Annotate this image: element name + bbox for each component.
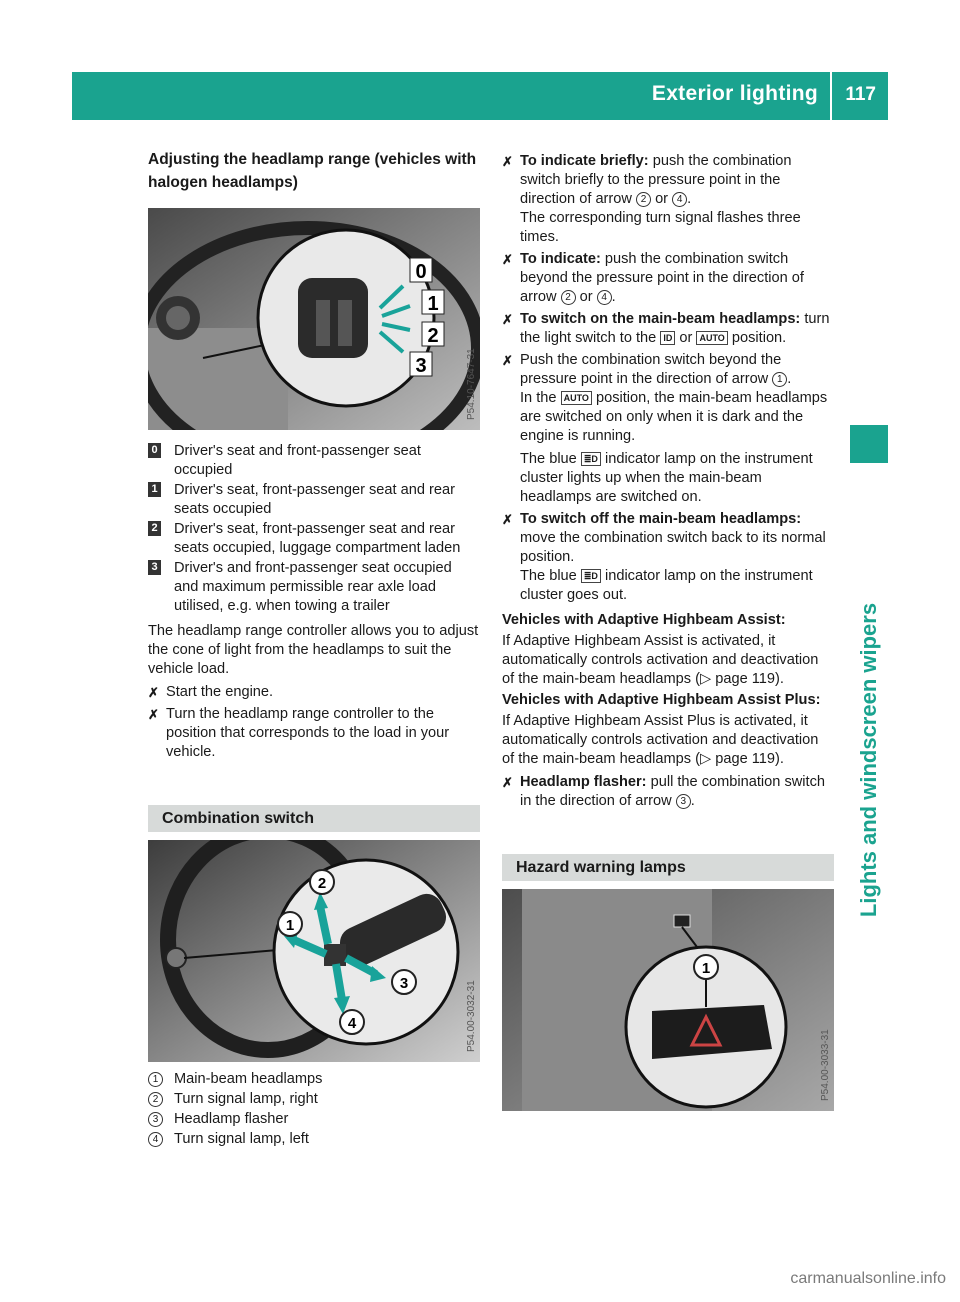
step-text: push the combination switch beyond the pressure point in the direction of arrow (520, 251, 804, 305)
step-text: position, the main-beam headlamps are switched on only when it is dark and the engine is running. (520, 390, 828, 444)
legend-text: Driver's seat, front-passenger seat and rear seats occupied (174, 482, 456, 517)
legend-text: Driver's and front-passenger seat occupied and maximum permissible rear axle load utilised, e.g. when towing a trailer (174, 560, 452, 614)
step-arrow-icon: ✗ (502, 252, 513, 267)
combination-switch-figure (148, 840, 480, 1062)
step-text: pull the combination switch in the direction of arrow (520, 774, 825, 809)
legend1-item (148, 520, 480, 558)
step-text: The blue (520, 451, 577, 467)
headlamp-range-intro: The headlamp range controller allows you to adjust the cone of light from the headlamps to suit the vehicle load. (148, 623, 479, 677)
page-ref-icon: ▷ (699, 671, 716, 687)
legend-marker: 3 (148, 1112, 163, 1127)
legend2-item (148, 1070, 480, 1089)
fig2-code: P54.00-3032-31 (466, 980, 477, 1052)
step-lead: To indicate: (520, 251, 601, 267)
step-start-engine (148, 683, 480, 702)
page-ref: page 119). (715, 671, 784, 687)
step-arrow-icon: ✗ (502, 312, 513, 327)
headlamp-range-illustration (148, 208, 480, 430)
legend1-item (148, 442, 480, 480)
main-beam-indicator-icon: ≣D (581, 569, 601, 583)
step-text: The blue (520, 568, 577, 584)
page-header (72, 72, 888, 120)
paragraph-text: If Adaptive Highbeam Assist is activated, it automatically controls activation and deactivation of the main-beam headlamps ( (502, 633, 819, 687)
indicator-note (520, 450, 834, 507)
fig3-marker-1: 1 (701, 960, 711, 977)
fig2-marker-3: 3 (399, 975, 409, 992)
fig2-marker-1: 1 (285, 917, 295, 934)
step-arrow-icon: ✗ (148, 707, 159, 722)
arrow-ref: 2 (561, 290, 576, 305)
step-text: indicator lamp on the instrument cluster goes out. (520, 568, 813, 603)
or-text: or (579, 289, 593, 305)
step-arrow-icon: ✗ (502, 775, 513, 790)
main-beam-icon: ID (660, 331, 675, 345)
step-text: push the combination switch briefly to the pressure point in the direction of arrow (520, 153, 792, 207)
legend-marker: 1 (148, 1072, 163, 1087)
auto-icon: AUTO (696, 331, 727, 345)
legend1-item (148, 481, 480, 519)
page-ref-icon: ▷ (699, 751, 716, 767)
legend-text: Driver's seat, front-passenger seat and rear seats occupied, luggage compartment laden (174, 521, 461, 556)
step-result: The corresponding turn signal flashes three times. (520, 210, 801, 245)
fig1-marker-3: 3 (415, 355, 427, 377)
combination-switch-illustration (148, 840, 480, 1062)
step-turn-controller (148, 705, 480, 762)
step-push-beyond: ✗ Push the combination switch beyond the pressure point in the direction of arrow 1 . In the AUTO position, the main-beam headlamps are switched on only when it is dark and the engine is running. The blue ≣D indicator lamp on the instrument cluster lights up when the main-beam headlamps are switched on. (502, 351, 834, 507)
legend-marker: 2 (148, 1092, 163, 1107)
combination-switch-heading: Combination switch (148, 805, 480, 832)
adaptive-paragraph (502, 632, 834, 689)
page-number: 117 (845, 84, 876, 105)
fig1-code: P54.10-7647-31 (466, 348, 477, 420)
step-text: indicator lamp on the instrument cluster lights up when the main-beam headlamps are switched on. (520, 451, 813, 505)
step-indicate-briefly: ✗ To indicate briefly: push the combination switch briefly to the pressure point in the direction of arrow 2 or 4 . The corresponding turn signal flashes three times. (502, 153, 801, 245)
header-separator (830, 72, 832, 120)
step-text: Turn the headlamp range controller to the position that corresponds to the load in your vehicle. (166, 706, 450, 760)
main-beam-indicator-icon: ≣D (581, 452, 601, 466)
adaptive-plus-paragraph (502, 712, 834, 769)
legend-marker: 4 (148, 1132, 163, 1147)
fig1-marker-1: 1 (427, 293, 439, 315)
page-ref: page 119). (715, 751, 784, 767)
legend-text: Turn signal lamp, right (174, 1091, 318, 1107)
watermark: carmanualsonline.info (790, 1270, 946, 1287)
fig2-marker-2: 2 (317, 875, 327, 892)
legend-marker: 3 (148, 560, 161, 575)
step-arrow-icon: ✗ (502, 512, 513, 527)
auto-icon: AUTO (561, 391, 592, 405)
fig3-code: P54.00-3033-31 (820, 1029, 831, 1101)
legend-text: Turn signal lamp, left (174, 1131, 309, 1147)
left-column (148, 148, 480, 1150)
headlamp-range-title: Adjusting the headlamp range (vehicles with halogen headlamps) (148, 151, 477, 191)
legend-text: Driver's seat and front-passenger seat occupied (174, 443, 421, 478)
legend-text: Main-beam headlamps (174, 1071, 323, 1087)
hazard-warning-illustration (502, 889, 834, 1111)
step-lead: To switch off the main-beam headlamps: (520, 511, 802, 527)
legend2-item (148, 1130, 480, 1149)
legend-marker: 1 (148, 482, 161, 497)
step-text: move the combination switch back to its normal position. (520, 530, 826, 565)
fig1-marker-0: 0 (415, 261, 427, 283)
arrow-ref: 3 (676, 794, 691, 809)
arrow-ref: 2 (636, 192, 651, 207)
hazard-warning-figure (502, 889, 834, 1111)
step-arrow-icon: ✗ (502, 154, 513, 169)
legend2-item (148, 1090, 480, 1109)
step-text: In the (520, 390, 557, 406)
step-arrow-icon: ✗ (502, 353, 513, 368)
right-column (502, 150, 834, 1111)
step-text: Start the engine. (166, 684, 274, 700)
step-lead: To switch on the main-beam headlamps: (520, 311, 801, 327)
step-text: turn the light switch to the (520, 311, 830, 346)
legend-marker: 2 (148, 521, 161, 536)
arrow-ref: 1 (772, 372, 787, 387)
paragraph-text: If Adaptive Highbeam Assist Plus is activated, it automatically controls activation and deactivation of the main-beam headlamps ( (502, 713, 819, 767)
fig1-marker-2: 2 (427, 325, 439, 347)
step-lead: To indicate briefly: (520, 153, 649, 169)
step-main-beam-on (502, 310, 834, 348)
legend1-item (148, 559, 480, 616)
legend-text: Headlamp flasher (174, 1111, 289, 1127)
arrow-ref: 4 (672, 192, 687, 207)
legend2-item (148, 1110, 480, 1129)
side-tab-marker (850, 425, 888, 463)
chapter-title: Exterior lighting (651, 82, 818, 105)
or-text: or (655, 191, 669, 207)
adaptive-heading: Vehicles with Adaptive Highbeam Assist: (502, 612, 786, 628)
arrow-ref: 4 (597, 290, 612, 305)
step-text: Push the combination switch beyond the pressure point in the direction of arrow (520, 352, 782, 387)
adaptive-plus-heading: Vehicles with Adaptive Highbeam Assist Plus: (502, 692, 821, 708)
hazard-warning-heading: Hazard warning lamps (502, 854, 834, 881)
step-headlamp-flasher: ✗ Headlamp flasher: pull the combination switch in the direction of arrow 3 . (502, 774, 825, 809)
side-section-label: Lights and windscreen wipers (856, 602, 881, 918)
step-text: position. (731, 330, 787, 346)
fig2-marker-4: 4 (347, 1015, 357, 1032)
step-lead: Headlamp flasher: (520, 774, 647, 790)
legend-marker: 0 (148, 443, 161, 458)
headlamp-range-figure (148, 208, 480, 430)
step-arrow-icon: ✗ (148, 685, 159, 700)
or-text: or (679, 330, 693, 346)
step-main-beam-off (502, 510, 834, 605)
step-indicate: ✗ To indicate: push the combination switch beyond the pressure point in the direction of arrow 2 or 4 . (502, 251, 804, 305)
